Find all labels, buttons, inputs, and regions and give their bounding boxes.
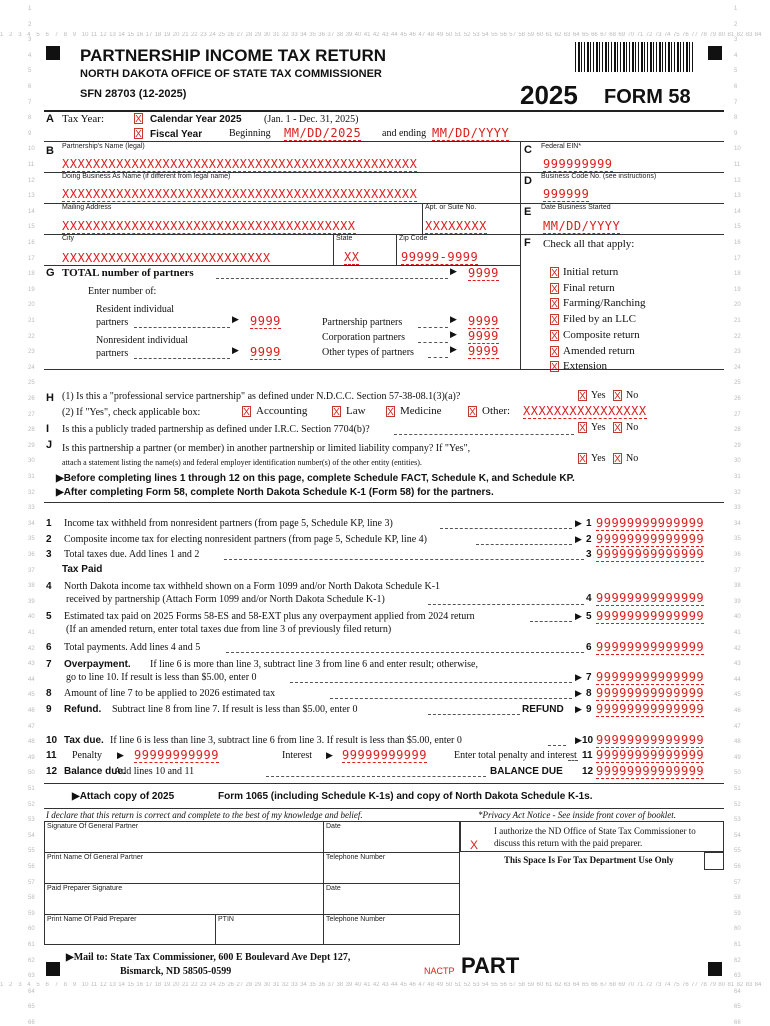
refund-label: REFUND — [522, 704, 564, 715]
h2-option-label: Law — [346, 405, 366, 417]
nactp-label: NACTP — [424, 966, 455, 976]
line-text-2: received by partnership (Attach Form 1099 and/or North Dakota Schedule K-1) — [66, 594, 385, 605]
gp-date-field[interactable] — [326, 830, 456, 850]
yes-label: Yes — [591, 453, 606, 464]
fiscal-year-label: Fiscal Year — [150, 129, 203, 140]
line-number: 6 — [46, 642, 52, 653]
nonresident-label-2: partners — [96, 348, 129, 359]
suite-label: Apt. or Suite No. — [425, 204, 477, 211]
amount-line-number: 6 — [586, 642, 592, 653]
f-option-label: Extension — [563, 360, 607, 373]
zip-label: Zip Code — [399, 235, 428, 242]
no-label: No — [626, 453, 639, 464]
privacy-notice: *Privacy Act Notice - See inside front cover of booklet. — [478, 810, 676, 820]
zip-input[interactable]: 99999-9999 — [401, 250, 479, 264]
fiscal-end-input[interactable]: MM/DD/YYYY — [432, 126, 510, 140]
line-text: Composite income tax for electing nonresident partners (from page 5, Schedule KP, line 4) — [64, 534, 427, 545]
sig-gp-label: Signature Of General Partner — [47, 823, 139, 830]
resident-partners-input[interactable]: 9999 — [250, 314, 281, 328]
dba-label: Doing Business As Name (if different from legal name) — [62, 173, 231, 180]
suite-input[interactable]: XXXXXXXX — [425, 219, 487, 233]
penalty-input[interactable]: 99999999999 — [134, 748, 219, 762]
f-option-label: Final return — [563, 281, 615, 294]
resident-label: Resident individual — [96, 304, 175, 315]
f-checkbox-4[interactable]: X — [551, 330, 558, 342]
h1-no-checkbox[interactable]: X — [614, 391, 621, 402]
dept-use-label: This Space Is For Tax Department Use Only — [504, 855, 674, 865]
line-text: Amount of line 7 to be applied to 2026 estimated tax — [64, 688, 276, 699]
section-letter-e: E — [524, 206, 532, 218]
office-name: NORTH DAKOTA OFFICE OF STATE TAX COMMISSIONER — [80, 68, 382, 80]
line-text: Estimated tax paid on 2025 Forms 58-ES and 58-EXT plus any overpayment applied from 2024 return — [64, 611, 475, 622]
after-instruction: After completing Form 58, complete North Dakota Schedule K-1 (Form 58) for the partners. — [63, 487, 494, 498]
preparer-signature-field[interactable] — [46, 892, 320, 912]
interest-input[interactable]: 99999999999 — [342, 748, 427, 762]
section-letter-f: F — [524, 237, 531, 249]
line-amount-input[interactable]: 99999999999999 — [596, 702, 705, 716]
amount-line-number: 9 — [586, 704, 592, 715]
line-number: 4 — [46, 581, 52, 592]
date-label: Date — [326, 823, 341, 830]
mail-address-2: Bismarck, ND 58505-0599 — [120, 966, 232, 977]
attach-text-2: Form 1065 (including Schedule K-1s) and copy of North Dakota Schedule K-1s. — [218, 791, 593, 802]
partnership-partners-label: Partnership partners — [322, 317, 403, 328]
bcn-label: Business Code No. (see instructions) — [541, 173, 657, 180]
mail-address-1: Mail to: State Tax Commissioner, 600 E Boulevard Ave Dept 127, — [73, 952, 351, 963]
line-amount-input[interactable]: 99999999999999 — [596, 640, 705, 654]
h2-question: (2) If "Yes", check applicable box: — [62, 407, 201, 418]
line-amount-input[interactable]: 99999999999999 — [596, 547, 705, 561]
line-number: 12 — [46, 766, 58, 777]
h2-option-label: Other: — [482, 405, 511, 417]
yes-label: Yes — [591, 422, 606, 433]
line-number: 8 — [46, 688, 52, 699]
line-text: Total payments. Add lines 4 and 5 — [64, 642, 201, 653]
dba-input[interactable]: XXXXXXXXXXXXXXXXXXXXXXXXXXXXXXXXXXXXXXXXXXXXXX — [62, 187, 418, 201]
f-checkbox-2[interactable]: X — [551, 299, 558, 311]
amount-line-number: 12 — [582, 766, 594, 777]
mailing-label: Mailing Address — [62, 204, 112, 211]
section-letter-h: H — [46, 392, 54, 404]
f-checkbox-3[interactable]: X — [551, 315, 558, 327]
authorize-text-2: discuss this return with the paid preparer. — [494, 838, 643, 848]
f-option-label: Initial return — [563, 266, 619, 278]
nonresident-label: Nonresident individual — [96, 335, 188, 346]
ptin-label: PTIN — [218, 916, 234, 923]
tax-paid-heading: Tax Paid — [62, 564, 103, 575]
calendar-year-label: Calendar Year 2025 — [150, 114, 242, 125]
f-checkbox-6[interactable]: X — [551, 362, 558, 374]
state-label: State — [336, 235, 353, 242]
line-number: 10 — [46, 735, 58, 746]
tax-year-heading: 2025 — [520, 80, 578, 110]
ptin-field[interactable] — [218, 923, 320, 943]
corner-marker — [708, 962, 722, 976]
amount-line-number: 10 — [582, 735, 594, 746]
tax-year-label: Tax Year: — [62, 113, 105, 125]
amount-line-number: 3 — [586, 549, 592, 560]
h1-question: (1) Is this a "professional service partnership" as defined under N.D.C.C. Section 57-38-08.1(3)(a)? — [62, 391, 461, 402]
section-letter-j: J — [46, 439, 53, 451]
form-title: PARTNERSHIP INCOME TAX RETURN — [80, 46, 387, 65]
general-partner-signature-field[interactable] — [46, 830, 320, 850]
sig-prep-label: Paid Preparer Signature — [47, 885, 123, 892]
f-checkbox-5[interactable]: X — [551, 346, 558, 358]
i-yes-checkbox[interactable]: X — [579, 423, 586, 434]
enter-number-label: Enter number of: — [88, 286, 157, 297]
line-amount-input[interactable]: 99999999999999 — [596, 591, 705, 605]
h2-option-checkbox-1[interactable]: X — [333, 407, 340, 418]
h2-option-label: Accounting — [256, 405, 308, 417]
balance-due-label: BALANCE DUE — [490, 766, 563, 777]
gp-phone-field[interactable] — [326, 861, 456, 881]
f-option-label: Filed by an LLC — [563, 313, 637, 326]
penalty-label: Penalty — [72, 750, 102, 761]
fiscal-begin-input[interactable]: MM/DD/2025 — [284, 126, 362, 140]
declaration: I declare that this return is correct and complete to the best of my knowledge and belief. — [46, 810, 363, 820]
h2-option-checkbox-3[interactable]: X — [469, 407, 476, 418]
line-number: 1 — [46, 518, 52, 529]
line-text: North Dakota income tax withheld shown on a Form 1099 and/or North Dakota Schedule K-1 — [64, 581, 441, 592]
beginning-label: Beginning — [229, 128, 271, 139]
section-letter-d: D — [524, 175, 532, 187]
f-option-label: Farming/Ranching — [563, 297, 646, 310]
calendar-year-checkbox[interactable]: X — [135, 114, 142, 125]
line-amount-input[interactable]: 99999999999999 — [596, 670, 705, 684]
line-number: 11 — [46, 750, 57, 761]
prep-phone-label: Telephone Number — [326, 916, 386, 923]
section-letter-g: G — [46, 267, 55, 279]
j-question-2: attach a statement listing the name(s) and federal employer identification number(s) of the other entity (entities). — [62, 458, 422, 467]
section-letter-i: I — [46, 423, 50, 435]
line-number: 7 — [46, 659, 52, 670]
line-number: 9 — [46, 704, 52, 715]
corporation-partners-label: Corporation partners — [322, 332, 406, 343]
corner-marker — [708, 46, 722, 60]
h2-option-label: Medicine — [400, 405, 442, 417]
line-bold-label: Tax due. — [64, 735, 104, 746]
corporation-partners-input[interactable]: 9999 — [468, 329, 499, 343]
line-number: 3 — [46, 549, 52, 560]
phone-label: Telephone Number — [326, 854, 386, 861]
line-text: Add lines 10 and 11 — [114, 766, 195, 777]
i-question: Is this a publicly traded partnership as defined under I.R.C. Section 7704(b)? — [62, 424, 370, 435]
no-label: No — [626, 390, 639, 401]
amount-line-number: 1 — [586, 518, 592, 529]
dept-use-box — [704, 852, 724, 870]
date-started-input[interactable]: MM/DD/YYYY — [543, 219, 621, 233]
yes-label: Yes — [591, 390, 606, 401]
fiscal-year-checkbox[interactable]: X — [135, 129, 142, 140]
i-no-checkbox[interactable]: X — [614, 423, 621, 434]
h2-option-checkbox-2[interactable]: X — [387, 407, 394, 418]
print-gp-label: Print Name Of General Partner — [47, 854, 144, 861]
line-text: If line 6 is less than line 3, subtract line 6 from line 3. If result is less than $5.00, enter 0 — [110, 735, 462, 746]
section-letter-b: B — [46, 145, 54, 157]
f-checkbox-1[interactable]: X — [551, 283, 558, 295]
line-amount-input[interactable]: 99999999999999 — [596, 764, 705, 778]
print-prep-label: Print Name Of Paid Preparer — [47, 916, 137, 923]
f-option-label: Amended return — [563, 344, 635, 357]
line-text: If line 6 is more than line 3, subtract line 3 from line 6 and enter result; otherwise, — [150, 659, 478, 670]
state-input[interactable]: XX — [344, 250, 360, 264]
calendar-range: (Jan. 1 - Dec. 31, 2025) — [264, 114, 359, 125]
section-letter-a: A — [46, 113, 54, 125]
h2-option-checkbox-0[interactable]: X — [243, 407, 250, 418]
f-option-label: Composite return — [563, 328, 640, 341]
total-penalty-text: Enter total penalty and interest — [454, 750, 577, 761]
j-no-checkbox[interactable]: X — [614, 454, 621, 465]
line-amount-input[interactable]: 99999999999999 — [596, 532, 705, 546]
preparer-phone-field[interactable] — [326, 923, 456, 943]
amount-line-number: 7 — [586, 672, 592, 683]
prep-date-label: Date — [326, 885, 341, 892]
corner-marker — [46, 962, 60, 976]
interest-label: Interest — [282, 750, 312, 761]
city-label: City — [62, 235, 75, 242]
amount-line-number: 5 — [586, 611, 592, 622]
line-text: Total taxes due. Add lines 1 and 2 — [64, 549, 200, 560]
attach-text-1: Attach copy of 2025 — [79, 791, 175, 802]
partnership-partners-input[interactable]: 9999 — [468, 314, 499, 328]
part-label: PART — [461, 953, 520, 978]
partnership-name-input[interactable]: XXXXXXXXXXXXXXXXXXXXXXXXXXXXXXXXXXXXXXXXXXXXXX — [62, 157, 418, 171]
total-partners-input[interactable]: 9999 — [468, 266, 499, 280]
j-yes-checkbox[interactable]: X — [579, 454, 586, 465]
general-partner-name-field[interactable] — [46, 861, 320, 881]
total-partners-label: TOTAL number of partners — [62, 267, 194, 279]
amount-line-number: 11 — [582, 750, 593, 761]
city-input[interactable]: XXXXXXXXXXXXXXXXXXXXXXXXXXX — [62, 251, 271, 265]
nonresident-partners-input[interactable]: 9999 — [250, 345, 281, 359]
line-text: Subtract line 8 from line 7. If result is less than $5.00, enter 0 — [112, 704, 358, 715]
other-partners-input[interactable]: 9999 — [468, 344, 499, 358]
h1-yes-checkbox[interactable]: X — [579, 391, 586, 402]
authorize-text: I authorize the ND Office of State Tax Commissioner to — [494, 826, 696, 836]
ein-label: Federal EIN* — [541, 143, 582, 150]
authorize-checkbox[interactable]: X — [470, 838, 479, 852]
line-text-2: (If an amended return, enter total taxes due from line 3 of previously filed return) — [66, 624, 392, 635]
corner-marker — [46, 46, 60, 60]
f-checkbox-0[interactable]: X — [551, 268, 558, 279]
amount-line-number: 4 — [586, 593, 592, 604]
line-amount-input[interactable]: 99999999999999 — [596, 733, 705, 747]
before-instruction: Before completing lines 1 through 12 on this page, complete Schedule FACT, Schedule K, and Schedule KP. — [63, 473, 575, 484]
line-amount-input[interactable]: 99999999999999 — [596, 748, 705, 762]
barcode — [575, 42, 693, 72]
name-label: Partnership's Name (legal) — [62, 143, 145, 150]
amount-line-number: 8 — [586, 688, 592, 699]
line-text: Income tax withheld from nonresident partners (from page 5, Schedule KP, line 3) — [64, 518, 393, 529]
line-text-2: go to line 10. If result is less than $5.00, enter 0 — [66, 672, 257, 683]
ein-input[interactable]: 999999999 — [543, 157, 613, 171]
line-bold-label: Balance due. — [64, 766, 126, 777]
line-number: 5 — [46, 611, 52, 622]
j-question: Is this partnership a partner (or member) in another partnership or limited liability company? If "Yes", — [62, 443, 471, 454]
other-partners-label: Other types of partners — [322, 347, 414, 358]
line-amount-input[interactable]: 99999999999999 — [596, 516, 705, 530]
line-number: 2 — [46, 534, 52, 545]
ending-label: and ending — [382, 128, 427, 139]
mailing-address-input[interactable]: XXXXXXXXXXXXXXXXXXXXXXXXXXXXXXXXXXXXXX — [62, 219, 356, 233]
sfn-number: SFN 28703 (12-2025) — [80, 88, 187, 100]
line-amount-input[interactable]: 99999999999999 — [596, 686, 705, 700]
line-bold-label: Overpayment. — [64, 659, 131, 670]
line-bold-label: Refund. — [64, 704, 102, 715]
started-label: Date Business Started — [541, 204, 611, 211]
line-amount-input[interactable]: 99999999999999 — [596, 609, 705, 623]
amount-line-number: 2 — [586, 534, 592, 545]
form-number: FORM 58 — [604, 86, 691, 108]
preparer-date-field[interactable] — [326, 892, 456, 912]
resident-label-2: partners — [96, 317, 129, 328]
h2-other-input[interactable]: XXXXXXXXXXXXXXXX — [523, 404, 647, 418]
no-label: No — [626, 422, 639, 433]
check-all-label: Check all that apply: — [543, 238, 635, 250]
preparer-name-field[interactable] — [46, 923, 212, 943]
business-code-input[interactable]: 999999 — [543, 187, 590, 201]
section-letter-c: C — [524, 144, 532, 156]
